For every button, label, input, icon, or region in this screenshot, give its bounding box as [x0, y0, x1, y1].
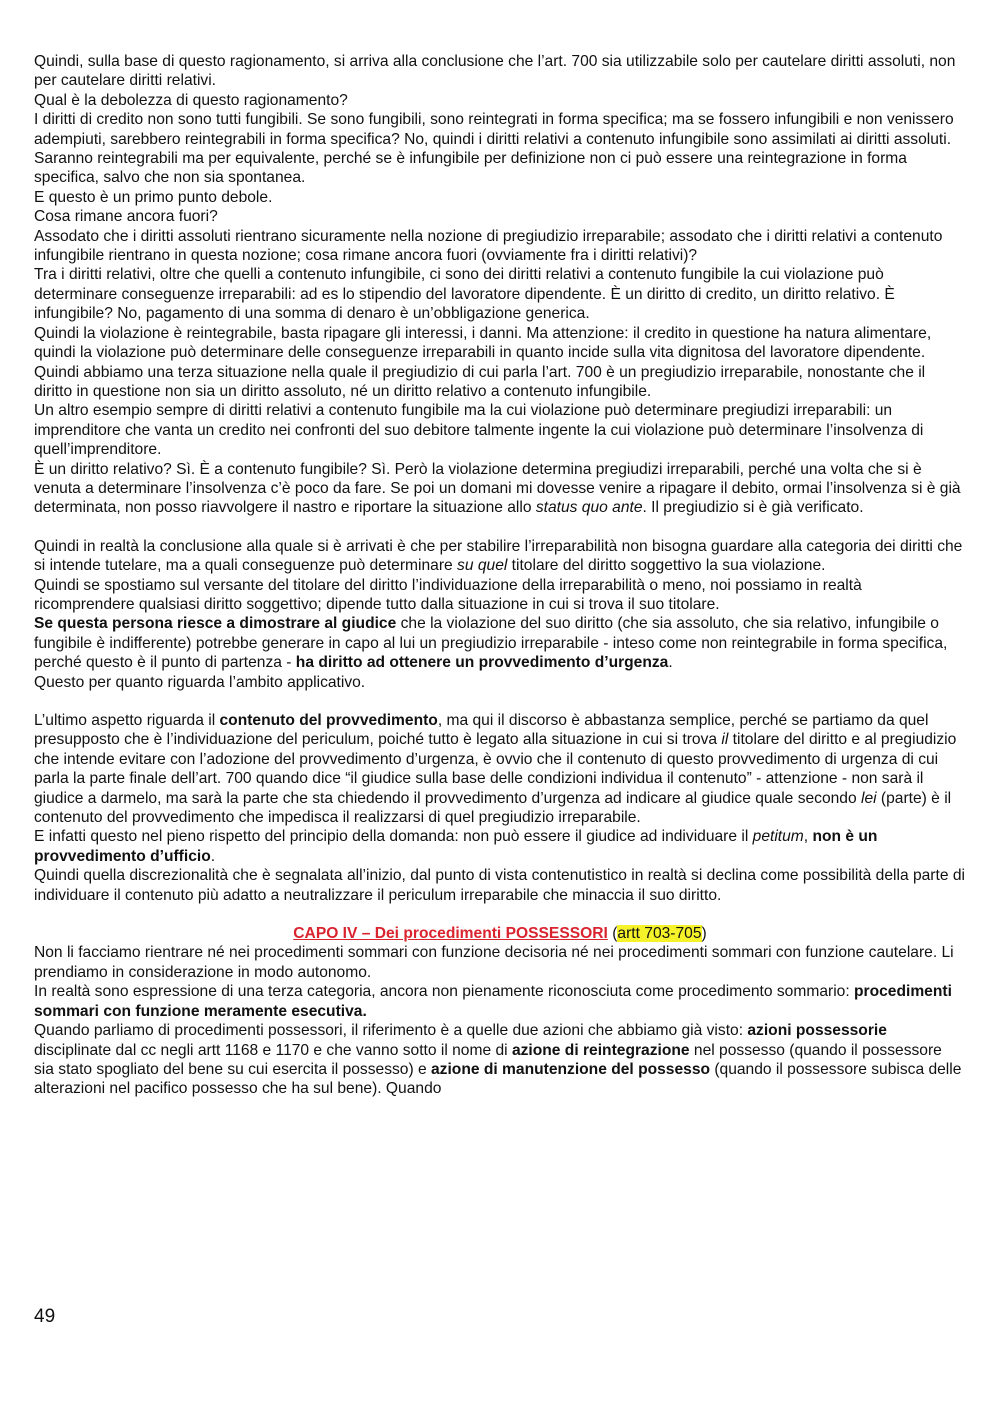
bold-text: azione di manutenzione del possesso: [431, 1060, 711, 1078]
text-run: Non li facciamo rientrare né nei procedimenti sommari con funzione decisoria né nei procedimenti sommari con funzione cautelare. Li prendiamo in considerazione in modo autonomo.: [34, 944, 954, 981]
paragraph: [34, 110, 966, 149]
text-run: Questo per quanto riguarda l’ambito applicativo.: [34, 673, 366, 691]
text-run: E questo è un primo punto debole.: [34, 188, 273, 206]
paragraph: [34, 149, 966, 188]
italic-text: petitum: [752, 828, 804, 846]
paragraph: [34, 324, 966, 363]
text-run: Assodato che i diritti assoluti rientrano sicuramente nella nozione di pregiudizio irreparabile; assodato che i diritti relativi a contenuto infungibile rientrano in questa nozione; cosa rimane ancora fuori (ovviamente fra i diritti relativi)?: [34, 227, 943, 265]
bold-text: azioni possessorie: [747, 1022, 887, 1040]
text-run: .: [668, 654, 673, 672]
paragraph: [34, 866, 966, 905]
text-run: L’ultimo aspetto riguarda il: [34, 712, 220, 729]
paragraph-gap: [34, 905, 966, 924]
italic-text: il: [721, 731, 729, 749]
text-run: Quindi abbiamo una terza situazione nella quale il pregiudizio di cui parla l’art. 700 è un pregiudizio irreparabile, nonostante che il diritto in questione non sia un diritto assoluto, né un diritto relativo a contenuto infungibile.: [34, 363, 926, 400]
paragraph-gap: [34, 518, 966, 537]
paragraph: [34, 207, 966, 226]
paragraph: [34, 982, 966, 1021]
paragraph: [34, 537, 966, 576]
text-run: ,: [803, 828, 813, 846]
text-run: E infatti questo nel pieno rispetto del principio della domanda: non può essere il giudice ad individuare il: [34, 828, 753, 846]
document-body: [34, 52, 966, 1099]
chapter-article-reference: artt 703-705: [617, 925, 702, 943]
bold-text: ha diritto ad ottenere un provvedimento d’urgenza: [295, 654, 669, 672]
italic-text: su quel: [457, 557, 508, 575]
page-number: 49: [34, 1306, 56, 1327]
text-run: Quindi se spostiamo sul versante del titolare del diritto l’individuazione della irreparabilità o meno, noi possiamo in realtà ricomprendere qualsiasi diritto soggettivo; dipende tutto dalla situazione in cui si trova il suo titolare.: [34, 576, 862, 613]
text-run: Tra i diritti relativi, oltre che quelli a contenuto infungibile, ci sono dei diritti relativi a contenuto fungibile la cui violazione può determinare conseguenze irreparabili: ad es lo stipendio del lavoratore dipendente. È un diritto di credito, un diritto relativo. È infungibile? No, pagamento di una somma di denaro è un’obbligazione generica.: [34, 266, 895, 323]
text-run: Saranno reintegrabili ma per equivalente, perché se è infungibile per definizione non ci può essere una reintegrazione in forma specifica, salvo che non sia spontanea.: [34, 150, 907, 187]
text-run: Un altro esempio sempre di diritti relativi a contenuto fungibile ma la cui violazione può determinare pregiudizi irreparabili: un imprenditore che vanta un credito nei confronti del suo debitore talmente ingente la cui violazione può determinare l’insolvenza di quell’imprenditore.: [34, 402, 924, 459]
paragraph: [34, 673, 966, 692]
text-run: I diritti di credito non sono tutti fungibili. Se sono fungibili, sono reintegrati in forma specifica; ma se fossero infungibili e non venissero adempiuti, sarebbero reintegrabili in forma specifica? No, quindi i diritti relativi a contenuto infungibile sono assimilati ai diritti assoluti.: [34, 111, 954, 148]
bold-text: contenuto del provvedimento: [219, 712, 438, 729]
text-run: disciplinate dal cc negli artt 1168 e 1170 e che vanno sotto il nome di: [34, 1041, 512, 1059]
paragraph: [34, 188, 966, 207]
text-run: È un diritto relativo? Sì. È a contenuto fungibile? Sì. Però la violazione determina pregiudizi irreparabili, perché una volta che si è venuta a determinare l’insolvenza c’è poco da fare. Se poi un domani mi dovesse venire a ripagare il debito, ormai l’insolvenza si è già determinata, non posso riavvolgere il nastro e riportare la situazione allo: [34, 460, 961, 517]
paragraph-gap: [34, 692, 966, 711]
bold-text: non è un provvedimento d’ufficio: [34, 828, 878, 865]
text-run: Quindi in realtà la conclusione alla quale si è arrivati è che per stabilire l’irreparabilità non bisogna guardare alla categoria dei diritti che si intende tutelare, ma a quali conseguenze può determinare: [34, 537, 963, 575]
text-run: . Il pregiudizio si è già verificato.: [642, 499, 864, 517]
paragraph: [34, 52, 966, 91]
paragraph: [34, 363, 966, 402]
italic-text: status quo ante: [535, 499, 643, 517]
paragraph: [34, 1021, 966, 1099]
text-run: titolare del diritto e al pregiudizio che intende evitare con l’adozione del provvedimento d’urgenza, è ovvio che il contenuto di questo provvedimento di urgenza di cui parla la parte finale dell’art. 700 quando dice “il giudice sulla base delle condizioni individua il contenuto” - attenzione - non sarà il giudice a darmelo, ma sarà la parte che sta chiedendo il provvedimento d’urgenza ad indicare al giudice quale secondo: [34, 731, 957, 807]
italic-text: lei: [860, 789, 877, 807]
paragraph: [34, 827, 966, 866]
bold-text: azione di reintegrazione: [511, 1041, 690, 1059]
text-run: Qual è la debolezza di questo ragionamento?: [34, 91, 348, 109]
text-run: In realtà sono espressione di una terza categoria, ancora non pienamente riconosciuta come procedimento sommario:: [34, 983, 854, 1001]
bold-text: Se questa persona riesce a dimostrare al giudice: [34, 615, 397, 633]
text-run: Quindi, sulla base di questo ragionamento, si arriva alla conclusione che l’art. 700 sia utilizzabile solo per cautelare diritti assoluti, non per cautelare diritti relativi.: [34, 53, 956, 90]
paragraph: [34, 943, 966, 982]
text-run: (quando il possessore subisca delle alterazioni nel pacifico possesso che ha sul bene). Quando: [34, 1060, 962, 1098]
text-run: Quindi la violazione è reintegrabile, basta ripagare gli interessi, i danni. Ma attenzione: il credito in questione ha natura alimentare, quindi la violazione può determinare delle conseguenze irreparabili in quanto incide sulla vita dignitosa del lavoratore dipendente.: [34, 324, 932, 362]
text-run: Quando parliamo di procedimenti possessori, il riferimento è a quelle due azioni che abbiamo già visto:: [34, 1022, 748, 1040]
text-run: titolare del diritto soggettivo la sua violazione.: [507, 557, 826, 575]
chapter-ref-close: ): [701, 925, 707, 943]
text-run: .: [210, 847, 216, 865]
chapter-heading: [34, 924, 966, 943]
paragraph: [34, 401, 966, 459]
paragraph: [34, 265, 966, 323]
text-run: (parte) è il contenuto del provvedimento che impedisca il realizzarsi di quel pregiudizio irreparabile.: [34, 789, 952, 827]
paragraph: [34, 460, 966, 518]
text-run: Quindi quella discrezionalità che è segnalata all’inizio, dal punto di vista contenutistico in realtà si declina come possibilità della parte di individuare il contenuto più adatto a neutralizzare il periculum irreparabile che minaccia il suo diritto.: [34, 867, 965, 904]
text-run: , ma qui il discorso è abbastanza semplice, perché se partiamo da quel presupposto che è l’individuazione del periculum, poiché tutto è legato alla situazione in cui si trova: [34, 712, 929, 749]
paragraph: [34, 614, 966, 672]
chapter-title: CAPO IV – Dei procedimenti POSSESSORI: [293, 925, 608, 943]
text-run: che la violazione del suo diritto (che sia assoluto, che sia relativo, infungibile o fungibile è indifferente) potrebbe generare in capo al lui un pregiudizio irreparabile - inteso come non reintegrabile in forma specifica, perché questo è il punto di partenza -: [34, 615, 948, 672]
chapter-ref-open: (: [612, 925, 618, 943]
paragraph: [34, 227, 966, 266]
paragraph: [34, 711, 966, 827]
paragraph: [34, 91, 966, 110]
text-run: Cosa rimane ancora fuori?: [34, 208, 218, 226]
paragraph: [34, 576, 966, 615]
text-run: nel possesso (quando il possessore sia stato spogliato del bene su cui esercita il possesso) e: [34, 1041, 942, 1078]
bold-text: procedimenti sommari con funzione meramente esecutiva.: [34, 983, 952, 1020]
